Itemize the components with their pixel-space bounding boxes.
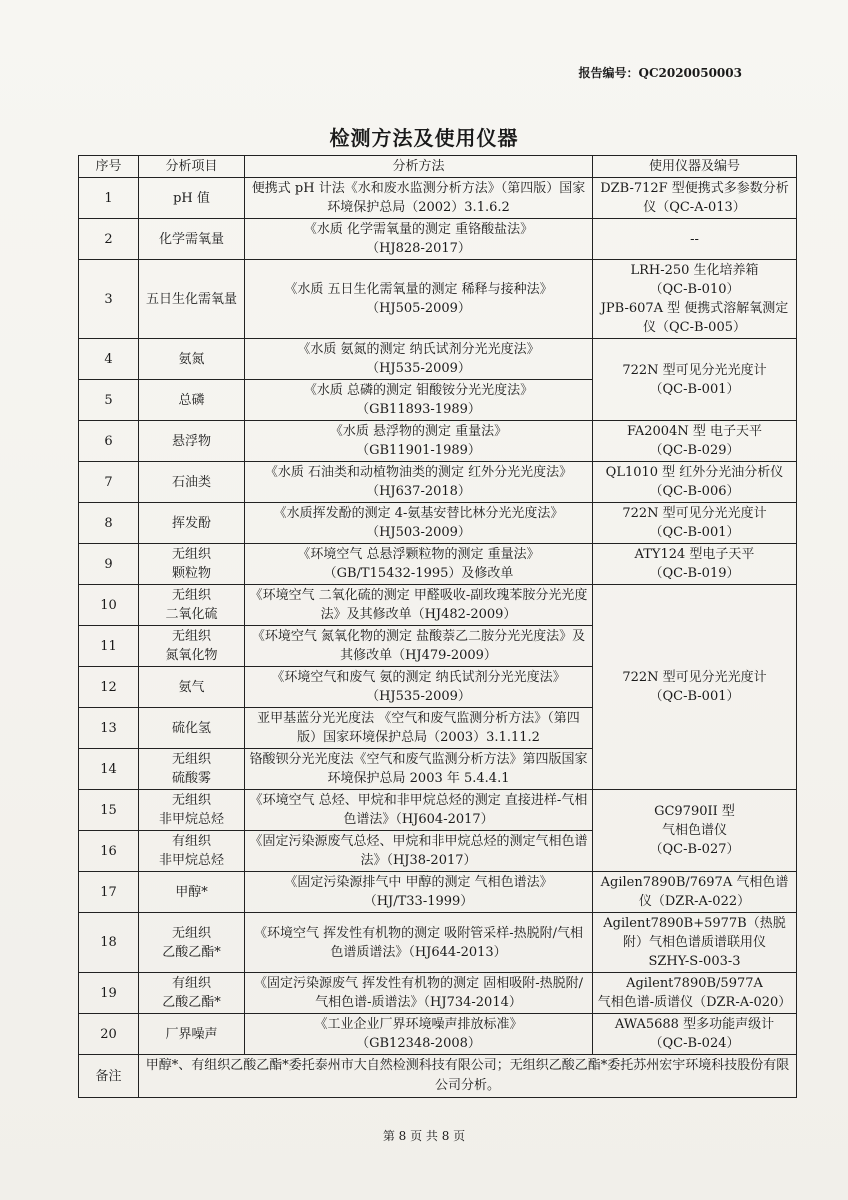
- cell-no: 10: [79, 585, 139, 626]
- cell-item: 无组织 二氧化硫: [139, 585, 245, 626]
- cell-method: 《水质 氨氮的测定 纳氏试剂分光光度法》 （HJ535-2009）: [245, 339, 593, 380]
- cell-method: 铬酸钡分光光度法《空气和废气监测分析方法》第四版国家环境保护总局 2003 年 5.4.4.1: [245, 749, 593, 790]
- cell-instrument: FA2004N 型 电子天平 （QC-B-029）: [593, 421, 797, 462]
- table-row: [79, 339, 797, 380]
- cell-instrument: QL1010 型 红外分光油分析仪（QC-B-006）: [593, 462, 797, 503]
- cell-method: 《水质 化学需氧量的测定 重铬酸盐法》 （HJ828-2017）: [245, 219, 593, 260]
- remark-row: [79, 1055, 797, 1098]
- header-instrument: 使用仪器及编号: [593, 156, 797, 178]
- cell-method: 亚甲基蓝分光光度法 《空气和废气监测分析方法》（第四版）国家环境保护总局（2003）3.1.11.2: [245, 708, 593, 749]
- cell-method: 便携式 pH 计法《水和废水监测分析方法》（第四版）国家环境保护总局（2002）3.1.6.2: [245, 178, 593, 219]
- table-row: [79, 585, 797, 626]
- cell-instrument: ATY124 型电子天平 （QC-B-019）: [593, 544, 797, 585]
- cell-item: 有组织 乙酸乙酯*: [139, 973, 245, 1014]
- cell-instrument: DZB-712F 型便携式多参数分析仪（QC-A-013）: [593, 178, 797, 219]
- cell-no: 17: [79, 872, 139, 913]
- cell-no: 7: [79, 462, 139, 503]
- cell-method: 《环境空气 挥发性有机物的测定 吸附管采样-热脱附/气相色谱质谱法》（HJ644-2013）: [245, 913, 593, 973]
- cell-item: 石油类: [139, 462, 245, 503]
- cell-no: 14: [79, 749, 139, 790]
- cell-instrument: 722N 型可见分光光度计 （QC-B-001）: [593, 585, 797, 790]
- cell-method: 《固定污染源废气总烃、甲烷和非甲烷总烃的测定气相色谱法》（HJ38-2017）: [245, 831, 593, 872]
- table-row: [79, 421, 797, 462]
- table-row: [79, 872, 797, 913]
- cell-method: 《水质 悬浮物的测定 重量法》 （GB11901-1989）: [245, 421, 593, 462]
- cell-item: 化学需氧量: [139, 219, 245, 260]
- cell-item: 厂界噪声: [139, 1014, 245, 1055]
- cell-item: pH 值: [139, 178, 245, 219]
- table-row: [79, 260, 797, 339]
- cell-no: 9: [79, 544, 139, 585]
- cell-instrument: 722N 型可见分光光度计 （QC-B-001）: [593, 339, 797, 421]
- cell-method: 《水质挥发酚的测定 4-氨基安替比林分光光度法》（HJ503-2009）: [245, 503, 593, 544]
- header-method: 分析方法: [245, 156, 593, 178]
- table-row: [79, 462, 797, 503]
- cell-no: 2: [79, 219, 139, 260]
- cell-no: 3: [79, 260, 139, 339]
- cell-instrument: LRH-250 生化培养箱 （QC-B-010） JPB-607A 型 便携式溶解氧测定仪（QC-B-005）: [593, 260, 797, 339]
- table-row: [79, 503, 797, 544]
- cell-no: 8: [79, 503, 139, 544]
- cell-method: 《环境空气 总悬浮颗粒物的测定 重量法》 （GB/T15432-1995）及修改单: [245, 544, 593, 585]
- remark-text: 甲醇*、有组织乙酸乙酯*委托泰州市大自然检测科技有限公司；无组织乙酸乙酯*委托苏州宏宇环境科技股份有限公司分析。: [139, 1055, 797, 1098]
- cell-no: 20: [79, 1014, 139, 1055]
- table-row: [79, 913, 797, 973]
- cell-instrument: Agilen7890B/7697A 气相色谱仪（DZR-A-022）: [593, 872, 797, 913]
- header-item: 分析项目: [139, 156, 245, 178]
- cell-instrument: --: [593, 219, 797, 260]
- cell-no: 1: [79, 178, 139, 219]
- remark-label: 备注: [79, 1055, 139, 1098]
- table-row: [79, 973, 797, 1014]
- page-title: 检测方法及使用仪器: [329, 126, 519, 150]
- cell-item: 氨气: [139, 667, 245, 708]
- cell-method: 《固定污染源废气 挥发性有机物的测定 固相吸附-热脱附/气相色谱-质谱法》（HJ734-2014）: [245, 973, 593, 1014]
- cell-method: 《工业企业厂界环境噪声排放标准》 （GB12348-2008）: [245, 1014, 593, 1055]
- cell-method: 《水质 石油类和动植物油类的测定 红外分光光度法》（HJ637-2018）: [245, 462, 593, 503]
- cell-item: 氨氮: [139, 339, 245, 380]
- table-header-row: [79, 156, 797, 178]
- cell-no: 6: [79, 421, 139, 462]
- cell-no: 4: [79, 339, 139, 380]
- table-row: [79, 219, 797, 260]
- cell-instrument: Agilent7890B+5977B（热脱附）气相色谱质谱联用仪 SZHY-S-003-3: [593, 913, 797, 973]
- cell-item: 总磷: [139, 380, 245, 421]
- table-row: [79, 544, 797, 585]
- cell-item: 悬浮物: [139, 421, 245, 462]
- cell-instrument: Agilent7890B/5977A 气相色谱-质谱仪（DZR-A-020）: [593, 973, 797, 1014]
- cell-item: 无组织 乙酸乙酯*: [139, 913, 245, 973]
- cell-no: 19: [79, 973, 139, 1014]
- cell-item: 甲醇*: [139, 872, 245, 913]
- header-no: 序号: [79, 156, 139, 178]
- cell-item: 硫化氢: [139, 708, 245, 749]
- cell-no: 13: [79, 708, 139, 749]
- page-number: 第 8 页 共 8 页: [382, 1129, 466, 1143]
- cell-item: 五日生化需氧量: [139, 260, 245, 339]
- cell-instrument: 722N 型可见分光光度计 （QC-B-001）: [593, 503, 797, 544]
- cell-item: 无组织 颗粒物: [139, 544, 245, 585]
- cell-item: 挥发酚: [139, 503, 245, 544]
- report-number: 报告编号：QC2020050003: [578, 66, 742, 80]
- cell-no: 12: [79, 667, 139, 708]
- cell-no: 18: [79, 913, 139, 973]
- cell-method: 《环境空气 氮氧化物的测定 盐酸萘乙二胺分光光度法》及其修改单（HJ479-2009）: [245, 626, 593, 667]
- table-row: [79, 1014, 797, 1055]
- cell-no: 15: [79, 790, 139, 831]
- cell-method: 《环境空气 二氧化硫的测定 甲醛吸收-副玫瑰苯胺分光光度法》及其修改单（HJ482-2009）: [245, 585, 593, 626]
- table-row: [79, 790, 797, 831]
- cell-item: 无组织 硫酸雾: [139, 749, 245, 790]
- methods-table: [78, 155, 797, 1098]
- cell-no: 16: [79, 831, 139, 872]
- cell-method: 《固定污染源排气中 甲醇的测定 气相色谱法》 （HJ/T33-1999）: [245, 872, 593, 913]
- table-row: [79, 178, 797, 219]
- cell-no: 5: [79, 380, 139, 421]
- cell-method: 《环境空气 总烃、甲烷和非甲烷总烃的测定 直接进样-气相色谱法》（HJ604-2017）: [245, 790, 593, 831]
- cell-item: 无组织 非甲烷总烃: [139, 790, 245, 831]
- cell-item: 无组织 氮氧化物: [139, 626, 245, 667]
- cell-instrument: GC9790II 型 气相色谱仪 （QC-B-027）: [593, 790, 797, 872]
- cell-instrument: AWA5688 型多功能声级计 （QC-B-024）: [593, 1014, 797, 1055]
- cell-method: 《水质 总磷的测定 钼酸铵分光光度法》 （GB11893-1989）: [245, 380, 593, 421]
- cell-method: 《水质 五日生化需氧量的测定 稀释与接种法》 （HJ505-2009）: [245, 260, 593, 339]
- cell-method: 《环境空气和废气 氨的测定 纳氏试剂分光光度法》（HJ535-2009）: [245, 667, 593, 708]
- cell-item: 有组织 非甲烷总烃: [139, 831, 245, 872]
- cell-no: 11: [79, 626, 139, 667]
